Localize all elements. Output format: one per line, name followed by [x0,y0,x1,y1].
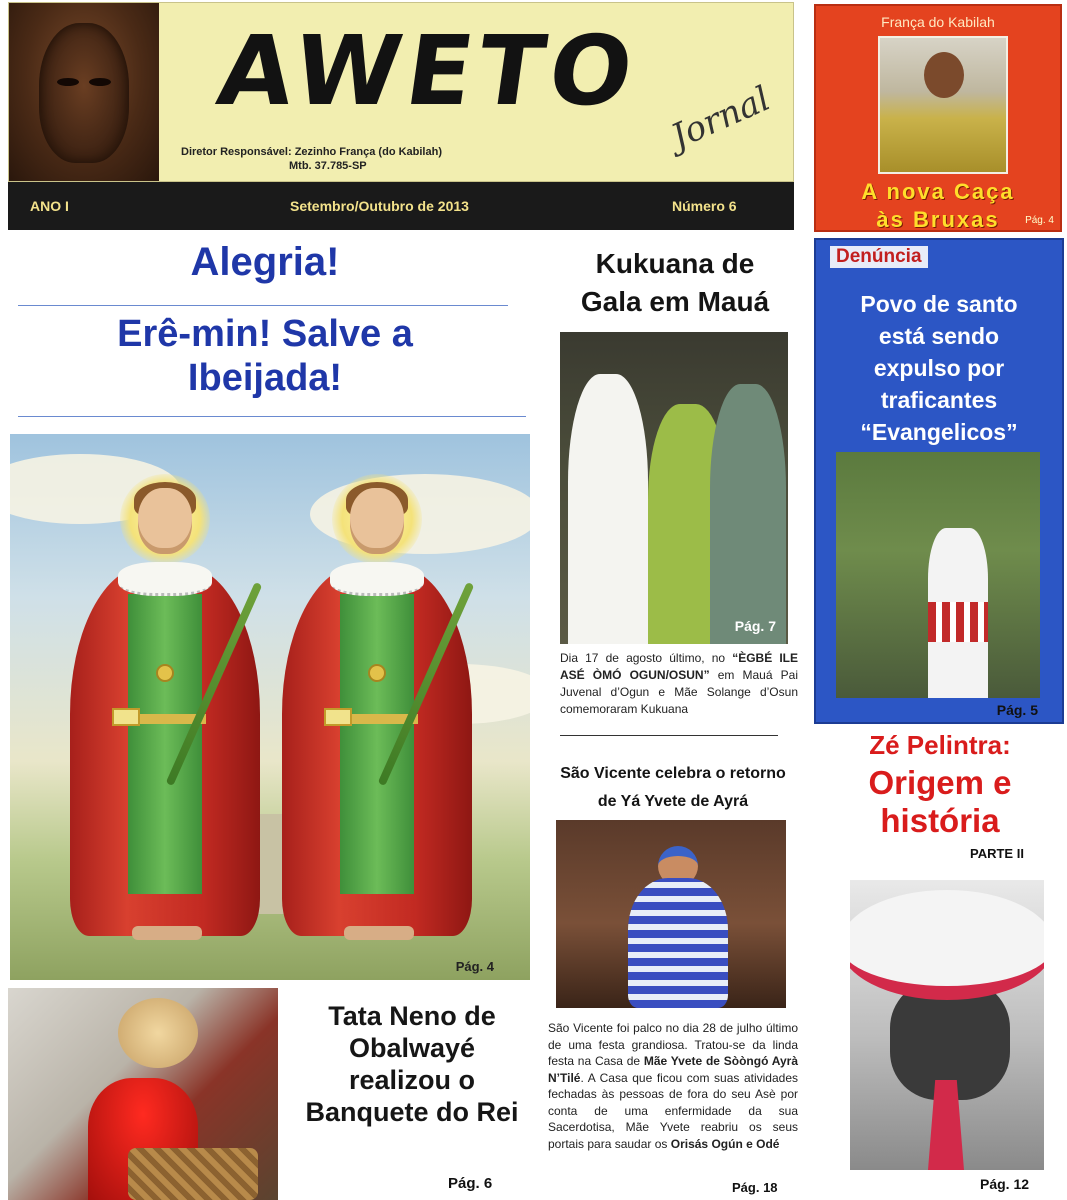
sao-vicente-headline-line2: de Yá Yvete de Ayrá [597,793,749,810]
kukuana-photo [560,332,788,644]
sao-vicente-page-ref: Pág. 18 [732,1180,778,1195]
director-mtb: Mtb. 37.785-SP [289,160,367,172]
lead-subheadline-line1: Erê-min! Salve a [117,313,413,355]
saint-figure-left [60,474,270,974]
ze-pelintra-headline[interactable] [820,764,1060,840]
kukuana-headline-line2: Gala em Mauá [580,286,770,317]
denuncia-headline-line1: Povo de santo [860,291,1018,317]
sao-vicente-headline-line1: São Vicente celebra o retorno [560,765,786,782]
kukuana-page-ref: Pág. 7 [734,618,776,634]
denuncia-headline-line4: traficantes [880,387,998,413]
denuncia-headline-line3: expulso por [873,355,1005,381]
feature-page-ref: Pág. 4 [1025,215,1054,226]
african-mask-image [9,3,159,181]
denuncia-photo [836,452,1040,698]
ze-pelintra-headline-line2: história [880,802,1000,839]
divider [18,416,526,417]
ze-pelintra-headline-line1: Origem e [868,764,1012,801]
denuncia-tag: Denúncia [830,246,928,268]
feature-title-line1: A nova Caça [861,179,1015,204]
divider [560,735,778,736]
denuncia-box[interactable] [814,238,1064,724]
denuncia-headline-line2: está sendo [878,323,1000,349]
director-name: Diretor Responsável: Zezinho França (do Kabilah) [181,146,442,158]
feature-title[interactable] [816,178,1060,234]
denuncia-page-ref: Pág. 5 [996,702,1038,718]
masthead [8,2,794,182]
denuncia-headline-line5: “Evangelicos” [860,419,1018,445]
issue-number: Número 6 [672,198,737,214]
sao-vicente-article-text: São Vicente foi palco no dia 28 de julho último de uma festa grandiosa. Tratou-se da linda festa na Casa de Mãe Yvete de Sòòngó Ayrà N’Tilé. A Casa que ficou com suas atividades fechadas às pessoas de fora do seu Asè por conta de uma enfermidade da sua Sacerdotisa, Mãe Yvete reabriu os seus portais para saudar os Orisás Ogún e Odé [548,1021,798,1151]
feature-author-name: França do Kabilah [881,14,995,30]
ze-pelintra-kicker[interactable]: Zé Pelintra: [869,730,1011,760]
divider [18,305,508,306]
tata-headline[interactable]: Tata Neno de Obalwayé realizou o Banquete do Rei [305,1001,519,1127]
issue-year: ANO I [30,198,69,214]
kukuana-headline[interactable] [550,245,800,321]
kukuana-article-text: Dia 17 de agosto último, no “ÈGBÉ ILE ASÉ ÒMÓ OGUN/OSUN” em Mauá Pai Juvenal d’Ogun e Mãe Solange d’Osun comemoraram Kukuana [560,651,798,716]
feature-title-line2: às Bruxas [876,207,1000,232]
issue-info-bar [8,182,794,230]
saint-figure-right [272,474,482,974]
sao-vicente-photo [556,820,786,1008]
logo-subtitle: Jornal [665,78,777,158]
director-credit [181,145,442,173]
lead-subheadline-line2: Ibeijada! [187,357,343,399]
lead-page-ref: Pág. 4 [455,959,494,974]
ibeijada-illustration [10,434,530,980]
sao-vicente-headline[interactable] [548,760,798,816]
ze-pelintra-page-ref: Pág. 12 [980,1176,1030,1192]
author-photo [878,36,1008,174]
tata-page-ref: Pág. 6 [448,1175,493,1192]
lead-subheadline[interactable] [0,312,530,400]
feature-box-caca-bruxas[interactable] [814,4,1062,232]
kukuana-headline-line1: Kukuana de [595,248,755,279]
ze-pelintra-illustration [850,880,1044,1170]
newspaper-logo[interactable]: AWETO [211,15,646,127]
lead-headline[interactable]: Alegria! [190,240,340,284]
ze-pelintra-part: PARTE II [970,846,1024,861]
issue-date: Setembro/Outubro de 2013 [290,198,469,214]
denuncia-headline [816,288,1062,448]
banquete-photo [8,988,278,1200]
